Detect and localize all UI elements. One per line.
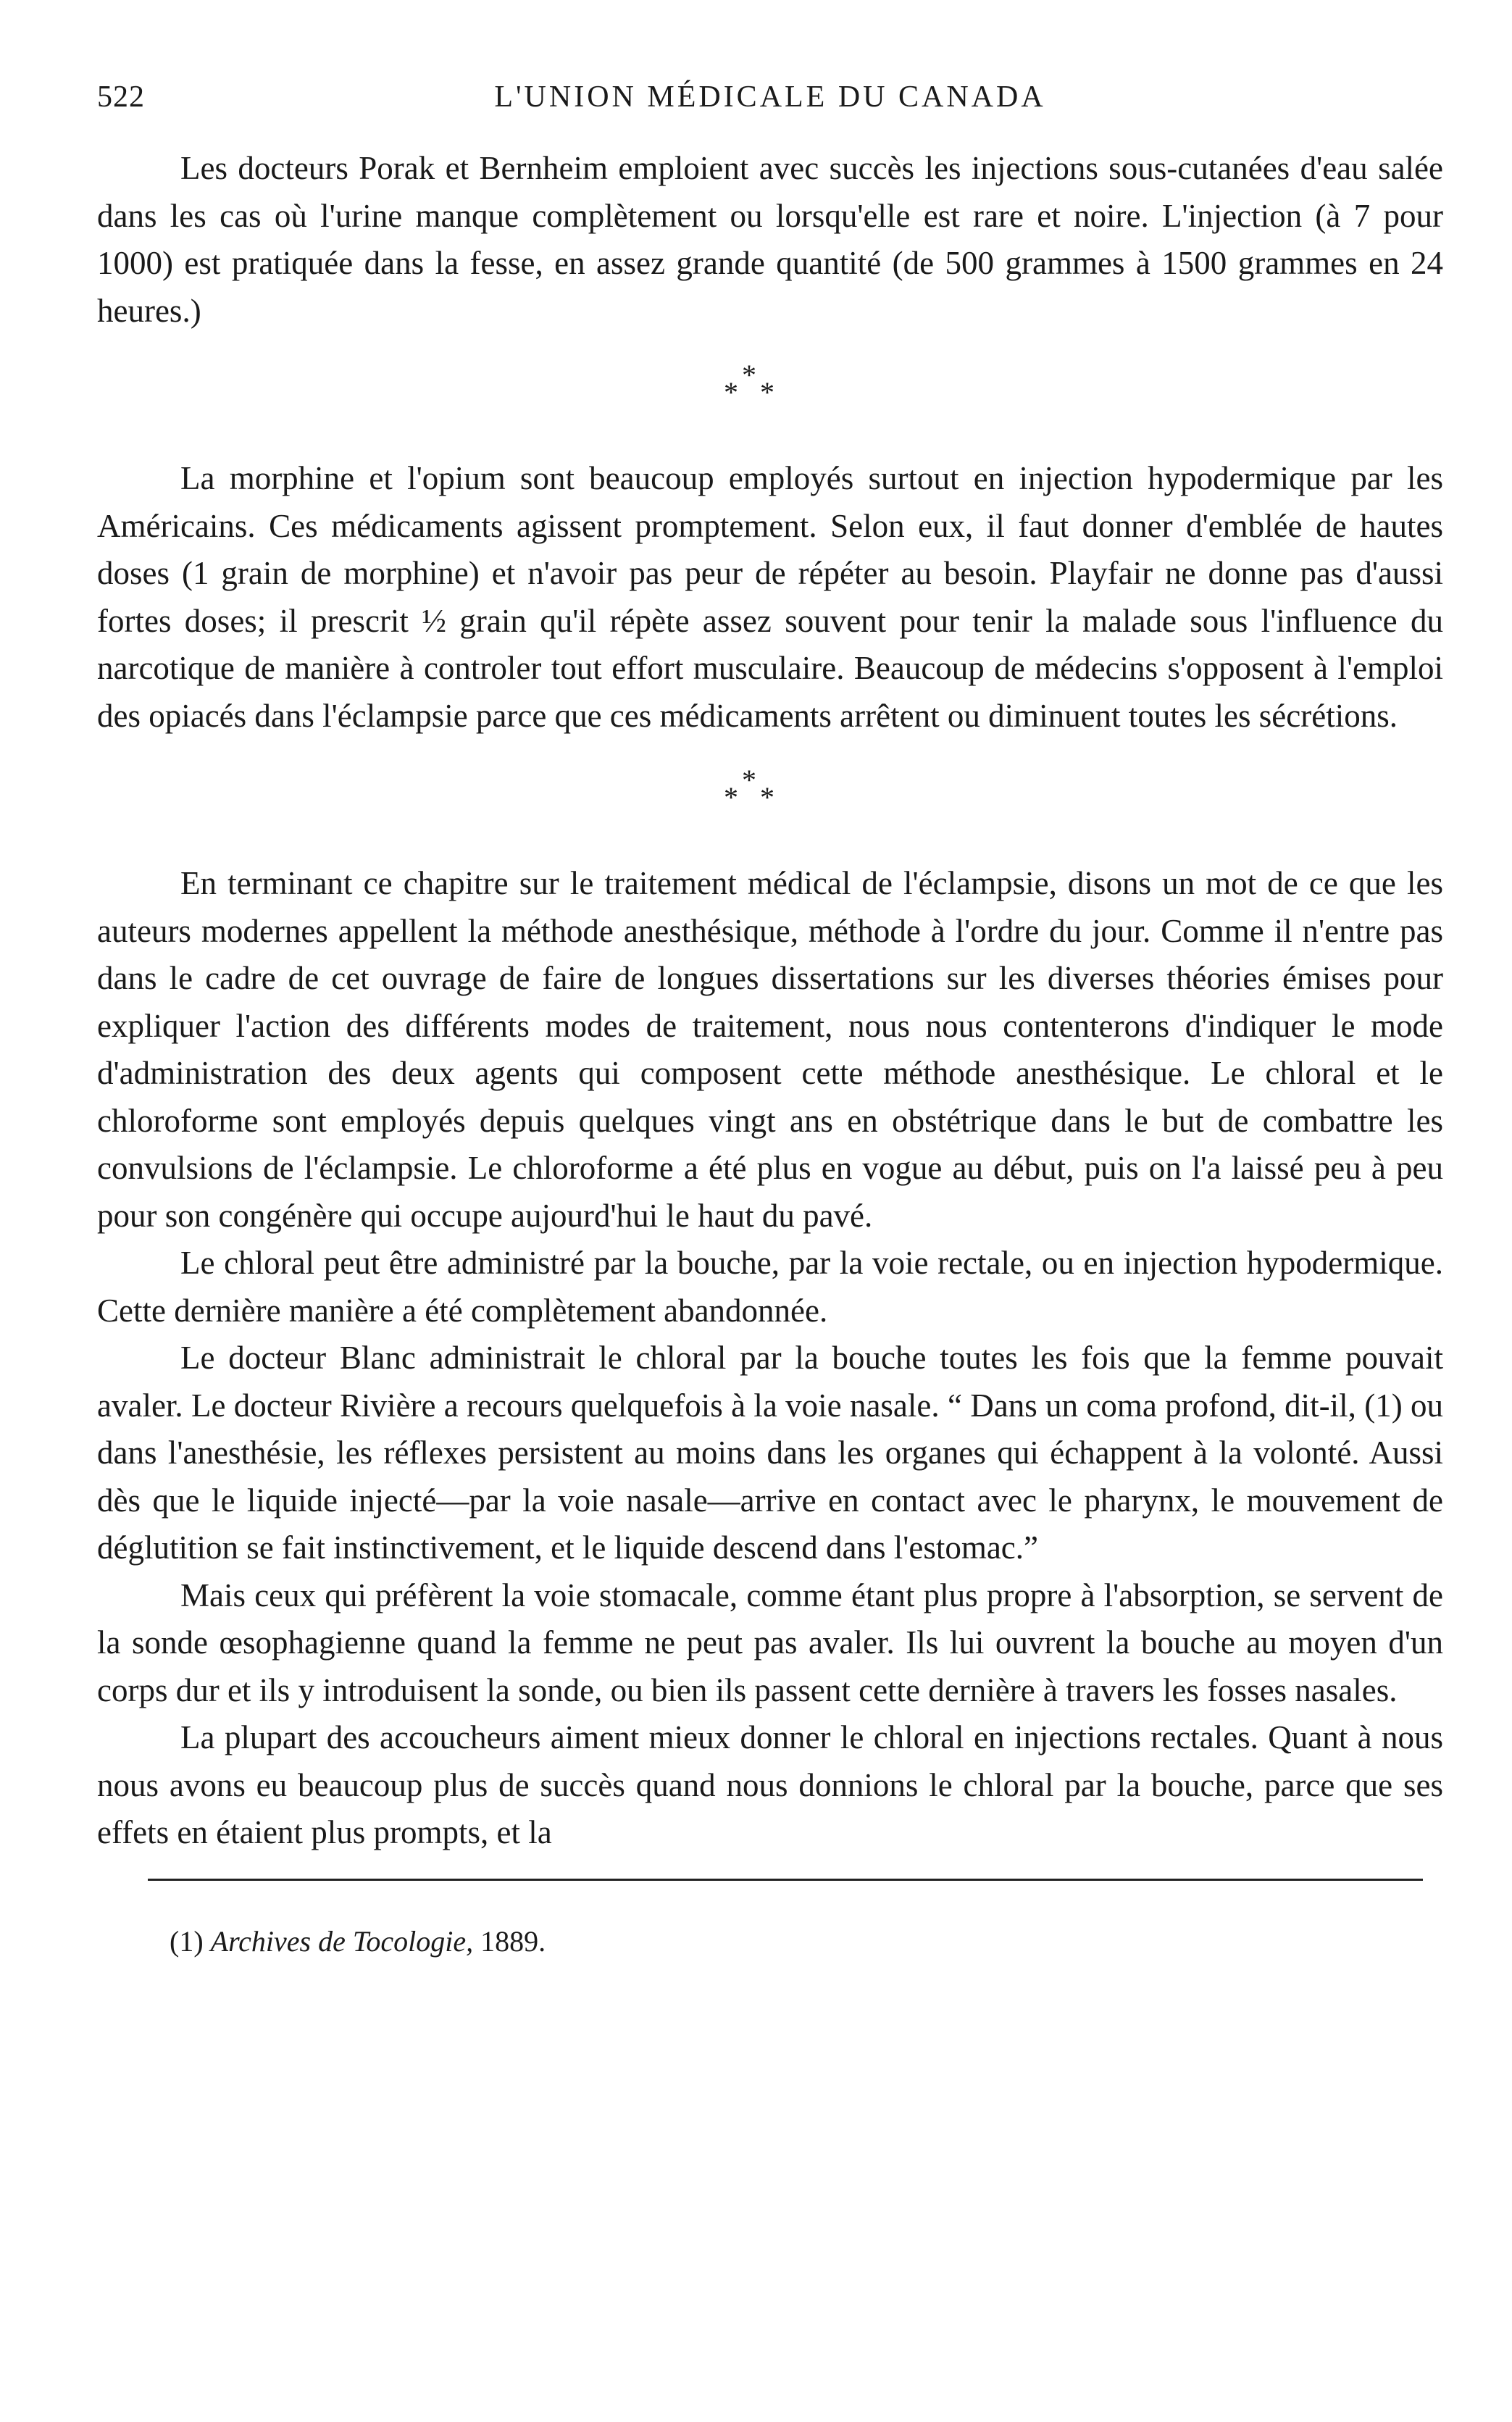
paragraph-rectal-injections: La plupart des accoucheurs aiment mieux donner le chloral en injections rectales. Quant à nous nous avons eu beaucoup plus de succès quand nous donnions le chloral par la bouche, parce que ses effets en étaient plus prompts, et la (97, 1719, 1443, 1850)
paragraph-stomach-route: Mais ceux qui préfèrent la voie stomacale, comme étant plus propre à l'absorption, se servent de la sonde œsophagienne quand la femme ne peut pas avaler. Ils lui ouvrent la bouche au moyen d'un corps dur et ils y introduisent la sonde, ou bien ils passent cette dernière à travers les fosses nasales. (97, 1577, 1443, 1708)
asterism-star: * (760, 781, 774, 814)
asterism-separator (97, 361, 1443, 412)
footnote-rule (148, 1879, 1423, 1881)
body-text (97, 145, 1443, 1857)
asterism-star: * (742, 764, 756, 796)
page-number: 522 (97, 80, 145, 114)
paragraph-anesthetic-method: En terminant ce chapitre sur le traitement médical de l'éclampsie, disons un mot de ce que les auteurs modernes appellent la méthode anesthésique, méthode à l'ordre du jour. Comme il n'entre pas dans le cadre de cet ouvrage de faire de longues dissertations sur les diverses théories émises pour expliquer l'action des différents modes de traitement, nous nous contenterons d'indiquer le mode d'administration des deux agents qui composent cette méthode anesthésique. Le chloral et le chloroforme sont employés depuis quelques vingt ans en obstétrique dans le but de combattre les convulsions de l'éclampsie. Le chloroforme a été plus en vogue au début, puis on l'a laissé peu à peu pour son congénère qui occupe aujourd'hui le haut du pavé. (97, 865, 1443, 1234)
paragraph-morphine-opium: La morphine et l'opium sont beaucoup employés surtout en injection hypodermique par les Américains. Ces médicaments agissent promptement. Selon eux, il faut donner d'emblée de hautes doses (1 grain de morphine) et n'avoir pas peur de répéter au besoin. Playfair ne donne pas d'aussi fortes doses; il prescrit ½ grain qu'il répète assez souvent pour tenir la malade sous l'influence du narcotique de manière à controler tout effort musculaire. Beaucoup de médecins s'opposent à l'emploi des opiacés dans l'éclampsie parce que ces médicaments arrêtent ou diminuent toutes les sécrétions. (97, 460, 1443, 734)
paragraph-blanc-riviere: Le docteur Blanc administrait le chloral par la bouche toutes les fois que la femme pouvait avaler. Le docteur Rivière a recours quelquefois à la voie nasale. “ Dans un coma profond, dit-il, (1) ou dans l'anesthésie, les réflexes persistent au moins dans les organes qui échappent à la volonté. Aussi dès que le liquide injecté—par la voie nasale—arrive en contact avec le pharynx, le mouvement de déglutition se fait instinctivement, et le liquide descend dans l'estomac.” (97, 1340, 1443, 1566)
journal-title: L'UNION MÉDICALE DU CANADA (494, 80, 1046, 114)
footnote (170, 1924, 1443, 1958)
footnote-source: Archives de Tocologie, (210, 1924, 474, 1958)
page (97, 80, 1443, 1958)
asterism-star: * (742, 359, 756, 391)
footnote-marker: (1) (170, 1924, 204, 1958)
asterism-separator (97, 766, 1443, 817)
footnote-year: 1889. (480, 1924, 546, 1958)
asterism-star: * (724, 781, 738, 814)
paragraph-chloral-routes: Le chloral peut être administré par la bouche, par la voie rectale, ou en injection hypodermique. Cette dernière manière a été complètement abandonnée. (97, 1245, 1443, 1329)
running-head (97, 80, 1443, 145)
asterism-star: * (760, 376, 774, 409)
asterism-star: * (724, 376, 738, 409)
paragraph-saline-injections: Les docteurs Porak et Bernheim emploient avec succès les injections sous-cutanées d'eau salée dans les cas où l'urine manque complètement ou lorsqu'elle est rare et noire. L'injection (à 7 pour 1000) est pratiquée dans la fesse, en assez grande quantité (de 500 grammes à 1500 grammes en 24 heures.) (97, 150, 1443, 329)
